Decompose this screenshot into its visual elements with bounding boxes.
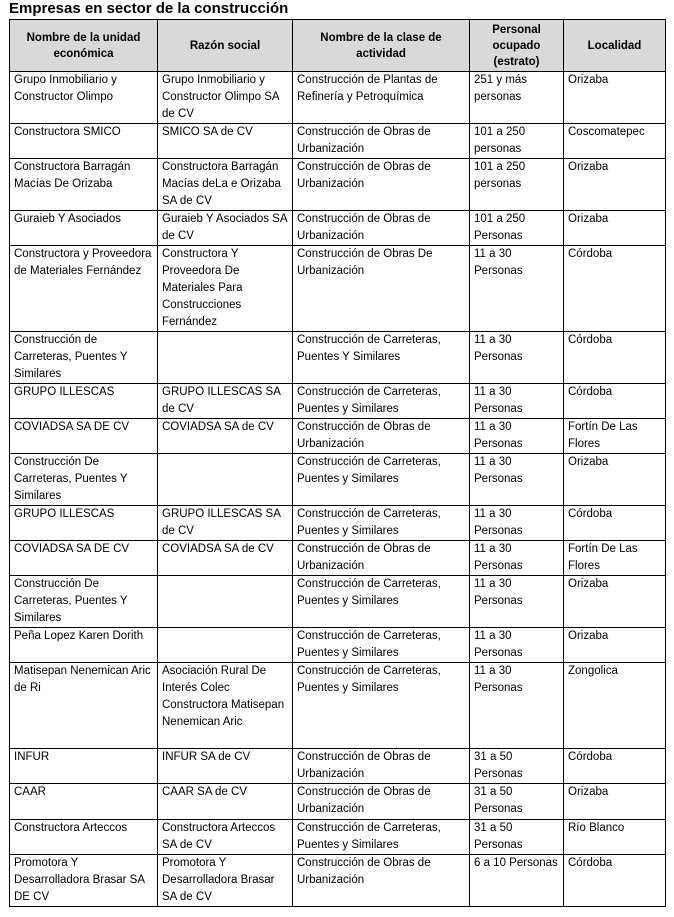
cell-nombre: Construcción De Carreteras, Puentes Y Similares [10,454,158,506]
cell-clase: Construcción de Obras de Urbanización [293,211,470,246]
table-row [10,211,666,246]
column-header-personal: Personal ocupado (estrato) [470,20,564,72]
cell-clase: Construcción de Obras de Urbanización [293,419,470,454]
cell-nombre: GRUPO ILLESCAS [10,384,158,419]
cell-personal: 101 a 250 personas [470,159,564,211]
cell-clase: Construcción de Obras de Urbanización [293,159,470,211]
table-row [10,576,666,628]
cell-razon: COVIADSA SA de CV [158,419,293,454]
cell-personal: 11 a 30 Personas [470,541,564,576]
cell-nombre: GRUPO ILLESCAS [10,506,158,541]
cell-localidad: Orizaba [564,784,666,820]
cell-razon: Constructora Barragán Macías deLa e Orizaba SA de CV [158,159,293,211]
cell-localidad: Córdoba [564,855,666,907]
table-row [10,419,666,454]
cell-razon: Guraieb Y Asociados SA de CV [158,211,293,246]
cell-personal: 11 a 30 Personas [470,419,564,454]
cell-razon: Constructora Arteccos SA de CV [158,820,293,855]
cell-razon: Asociación Rural De Interés Colec Constructora Matisepan Nenemican Aric [158,663,293,749]
cell-clase: Construcción de Obras de Urbanización [293,124,470,159]
column-header-nombre: Nombre de la unidad económica [10,20,158,72]
cell-razon: SMICO SA de CV [158,124,293,159]
cell-razon: INFUR SA de CV [158,749,293,784]
cell-nombre: Constructora SMICO [10,124,158,159]
table-row [10,506,666,541]
cell-personal: 11 a 30 Personas [470,663,564,749]
cell-nombre: Promotora Y Desarrolladora Brasar SA DE CV [10,855,158,907]
table-row [10,541,666,576]
cell-clase: Construcción de Carreteras, Puentes y Similares [293,454,470,506]
cell-personal: 31 a 50 Personas [470,820,564,855]
cell-localidad: Río Blanco [564,820,666,855]
column-header-localidad: Localidad [564,20,666,72]
cell-nombre: CAAR [10,784,158,820]
cell-nombre: COVIADSA SA DE CV [10,419,158,454]
cell-personal: 11 a 30 Personas [470,506,564,541]
cell-nombre: Matisepan Nenemican Aric de Ri [10,663,158,749]
cell-clase: Construcción de Carreteras, Puentes y Similares [293,576,470,628]
table-row [10,159,666,211]
cell-personal: 11 a 30 Personas [470,576,564,628]
table-row [10,72,666,124]
cell-clase: Construcción de Carreteras, Puentes y Similares [293,663,470,749]
cell-nombre: Grupo Inmobiliario y Constructor Olimpo [10,72,158,124]
cell-clase: Construcción de Obras de Urbanización [293,855,470,907]
cell-localidad: Orizaba [564,211,666,246]
table-row [10,628,666,663]
cell-razon [158,454,293,506]
page-title: Empresas en sector de la construcción [9,0,289,17]
cell-personal: 101 a 250 Personas [470,211,564,246]
cell-personal: 11 a 30 Personas [470,384,564,419]
cell-razon: CAAR SA de CV [158,784,293,820]
cell-razon [158,576,293,628]
cell-localidad: Orizaba [564,72,666,124]
cell-personal: 31 a 50 Personas [470,749,564,784]
cell-razon [158,332,293,384]
cell-localidad: Coscomatepec [564,124,666,159]
cell-nombre: Peña Lopez Karen Dorith [10,628,158,663]
cell-clase: Construcción de Carreteras, Puentes y Similares [293,628,470,663]
cell-razon: COVIADSA SA de CV [158,541,293,576]
table-row [10,663,666,749]
cell-localidad: Zongolica [564,663,666,749]
cell-nombre: Construcción de Carreteras, Puentes Y Similares [10,332,158,384]
cell-razon: Grupo Inmobiliario y Constructor Olimpo SA de CV [158,72,293,124]
cell-personal: 11 a 30 Personas [470,332,564,384]
table-header-row [10,20,666,72]
cell-clase: Construcción de Obras de Urbanización [293,749,470,784]
cell-localidad: Orizaba [564,628,666,663]
cell-nombre: Constructora Barragán Macías De Orizaba [10,159,158,211]
companies-table [9,19,666,907]
cell-localidad: Córdoba [564,506,666,541]
cell-nombre: Constructora Arteccos [10,820,158,855]
column-header-clase-actividad: Nombre de la clase de actividad [293,20,470,72]
cell-personal: 251 y más personas [470,72,564,124]
cell-clase: Construcción de Obras de Urbanización [293,541,470,576]
cell-clase: Construcción de Carreteras, Puentes Y Similares [293,332,470,384]
cell-nombre: Guraieb Y Asociados [10,211,158,246]
cell-localidad: Fortín De Las Flores [564,541,666,576]
cell-localidad: Córdoba [564,384,666,419]
table-row [10,384,666,419]
cell-localidad: Orizaba [564,454,666,506]
cell-personal: 11 a 30 Personas [470,454,564,506]
table-row [10,454,666,506]
cell-clase: Construcción de Carreteras, Puentes y Similares [293,506,470,541]
cell-localidad: Córdoba [564,246,666,332]
cell-personal: 101 a 250 personas [470,124,564,159]
cell-nombre: Construcción De Carreteras, Puentes Y Similares [10,576,158,628]
table-row [10,784,666,820]
cell-razon: Constructora Y Proveedora De Materiales Para Construcciones Fernández [158,246,293,332]
cell-localidad: Córdoba [564,332,666,384]
cell-razon: GRUPO ILLESCAS SA de CV [158,506,293,541]
cell-personal: 11 a 30 Personas [470,628,564,663]
cell-clase: Construcción de Obras de Urbanización [293,784,470,820]
cell-nombre: COVIADSA SA DE CV [10,541,158,576]
column-header-razon-social: Razón social [158,20,293,72]
cell-localidad: Orizaba [564,159,666,211]
cell-localidad: Orizaba [564,576,666,628]
table-row [10,820,666,855]
cell-personal: 31 a 50 Personas [470,784,564,820]
cell-clase: Construcción de Plantas de Refinería y Petroquímica [293,72,470,124]
cell-personal: 6 a 10 Personas [470,855,564,907]
table-row [10,246,666,332]
table-body [10,72,666,907]
cell-nombre: INFUR [10,749,158,784]
cell-nombre: Constructora y Proveedora de Materiales Fernández [10,246,158,332]
cell-clase: Construcción de Obras De Urbanización [293,246,470,332]
table-row [10,855,666,907]
cell-personal: 11 a 30 Personas [470,246,564,332]
cell-razon: GRUPO ILLESCAS SA de CV [158,384,293,419]
cell-razon [158,628,293,663]
cell-clase: Construcción de Carreteras, Puentes y Similares [293,820,470,855]
table-row [10,124,666,159]
cell-localidad: Fortín De Las Flores [564,419,666,454]
cell-localidad: Córdoba [564,749,666,784]
cell-clase: Construcción de Carreteras, Puentes y Similares [293,384,470,419]
table-row [10,332,666,384]
cell-razon: Promotora Y Desarrolladora Brasar SA de CV [158,855,293,907]
table-row [10,749,666,784]
